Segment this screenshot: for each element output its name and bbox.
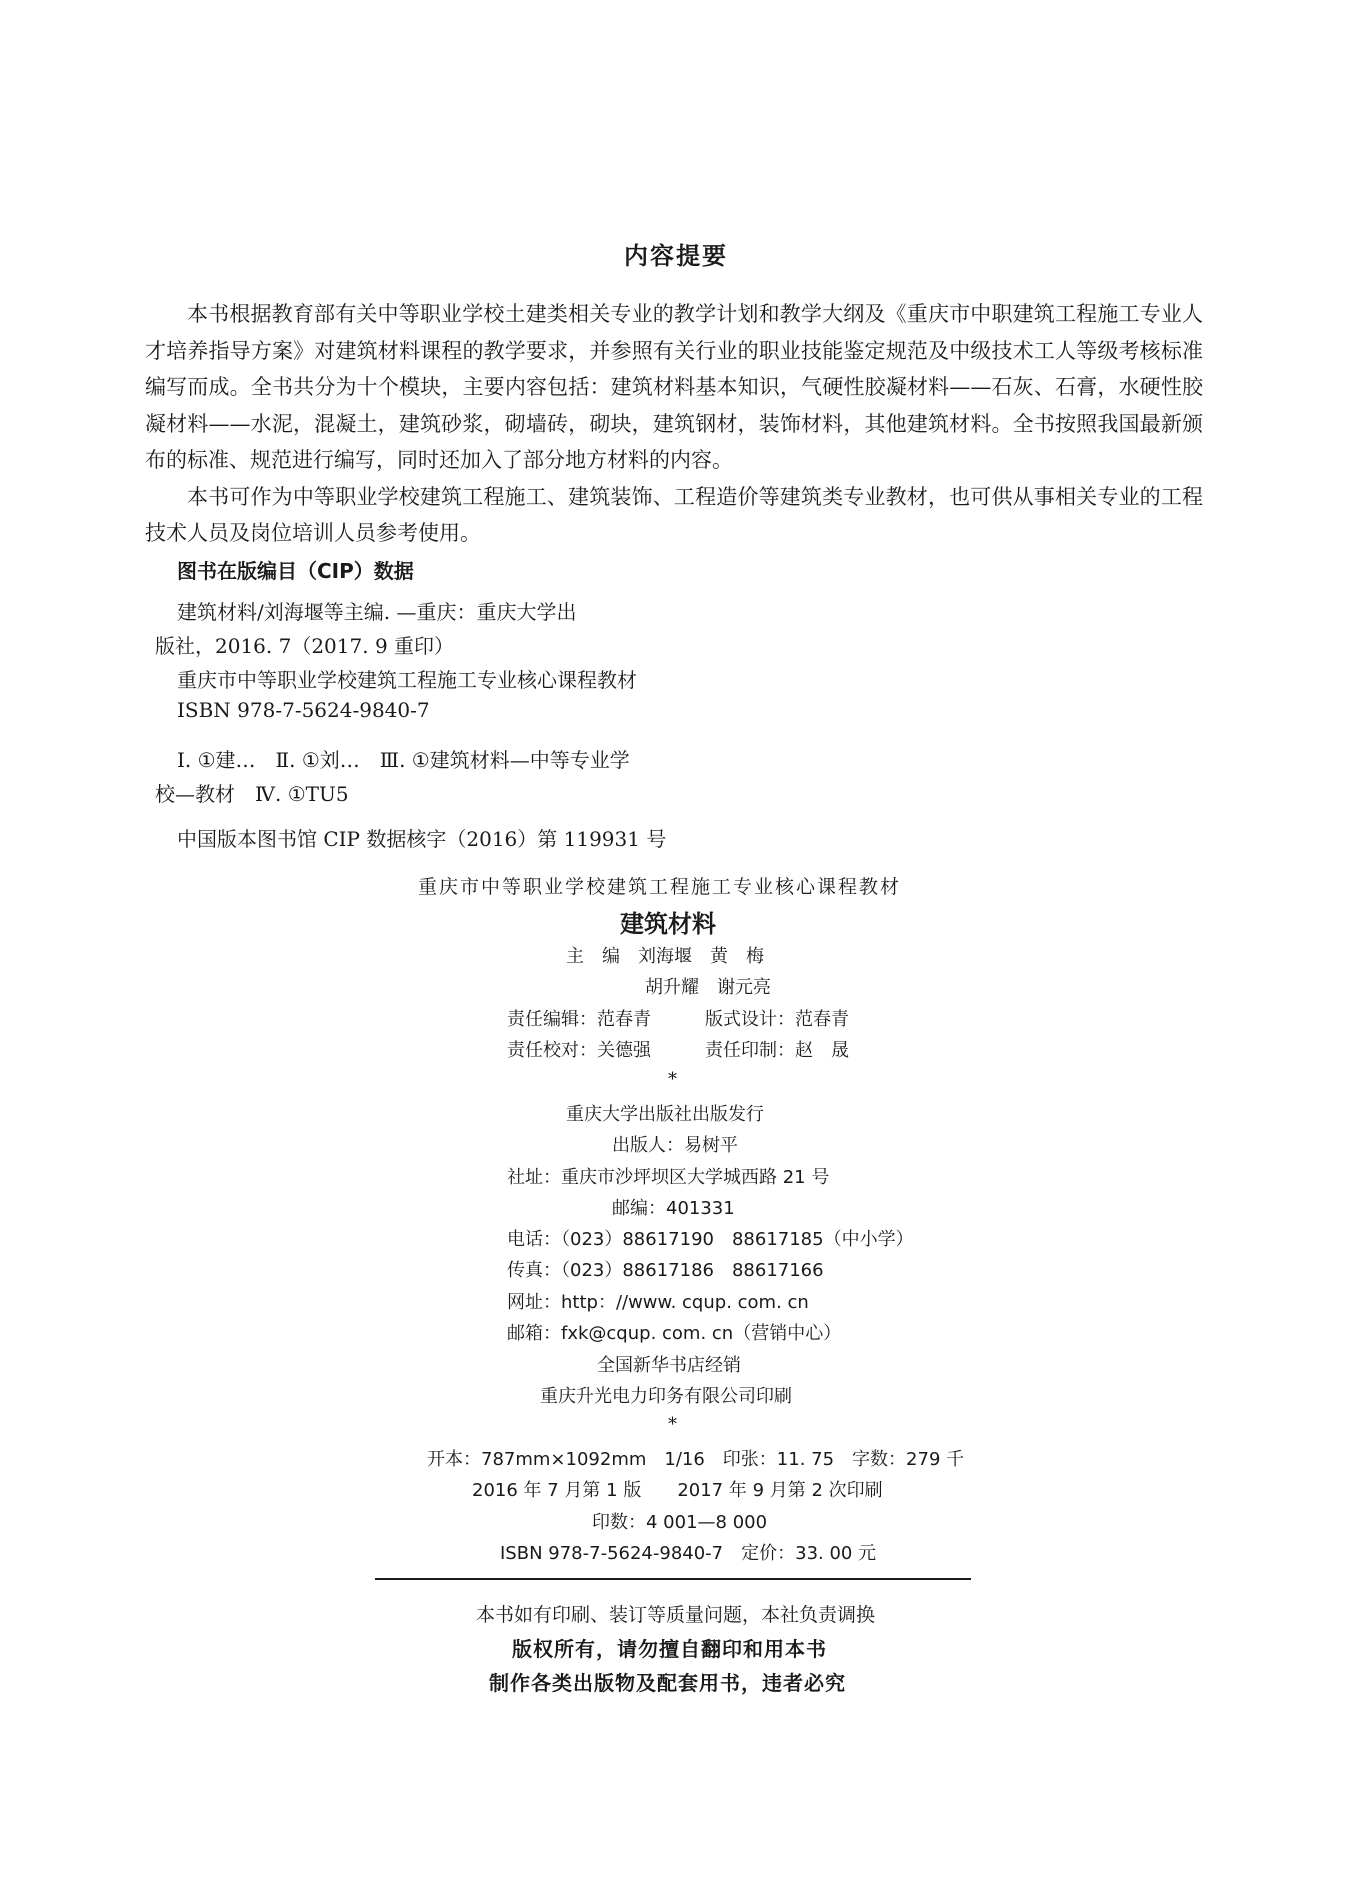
separator-star-1: *	[668, 1069, 677, 1090]
copyright-warning: 制作各类出版物及配套用书，违者必究	[489, 1671, 846, 1695]
edition-info: 2016 年 7 月第 1 版 2017 年 9 月第 2 次印刷	[472, 1480, 883, 1501]
cip-line-7: 中国版本图书馆 CIP 数据核字（2016）第 119931 号	[177, 827, 667, 851]
cip-line-3: 重庆市中等职业学校建筑工程施工专业核心课程教材	[177, 668, 637, 692]
editors-line-1: 主 编 刘海堰 黄 梅	[566, 946, 764, 967]
separator-star-2: *	[668, 1414, 677, 1435]
email: 邮箱：fxk@cqup. com. cn（营销中心）	[507, 1323, 842, 1344]
fax-numbers: 传真：（023）88617186 88617166	[507, 1260, 824, 1281]
series-name: 重庆市中等职业学校建筑工程施工专业核心课程教材	[418, 876, 902, 898]
postcode: 邮编：401331	[612, 1198, 735, 1219]
publisher-name: 重庆大学出版社出版发行	[566, 1104, 764, 1125]
cip-line-2: 版社，2016. 7（2017. 9 重印）	[155, 634, 455, 658]
staff-line-2: 责任校对：关德强 责任印制：赵 晟	[507, 1040, 849, 1061]
editors-line-2: 胡升耀 谢元亮	[645, 977, 771, 998]
summary-body	[145, 296, 1203, 552]
staff-line-1: 责任编辑：范春青 版式设计：范春青	[507, 1009, 849, 1030]
distributor: 全国新华书店经销	[597, 1355, 741, 1376]
quality-notice: 本书如有印刷、装订等质量问题，本社负责调换	[476, 1604, 876, 1626]
summary-heading: 内容提要	[624, 242, 728, 270]
website: 网址：http：//www. cqup. com. cn	[507, 1292, 809, 1313]
cip-title: 图书在版编目（CIP）数据	[177, 559, 414, 583]
cip-line-4: ISBN 978-7-5624-9840-7	[177, 698, 430, 722]
print-run: 印数：4 001—8 000	[592, 1512, 768, 1533]
copyright-notice: 版权所有，请勿擅自翻印和用本书	[512, 1637, 827, 1661]
cip-line-6: 校—教材 Ⅳ. ①TU5	[155, 782, 349, 806]
cip-line-5: Ⅰ. ①建… Ⅱ. ①刘… Ⅲ. ①建筑材料—中等专业学	[177, 748, 630, 772]
book-title: 建筑材料	[620, 910, 716, 938]
publisher-address: 社址：重庆市沙坪坝区大学城西路 21 号	[507, 1167, 830, 1188]
summary-paragraph-2: 本书可作为中等职业学校建筑工程施工、建筑装饰、工程造价等建筑类专业教材，也可供从事相关专业的工程技术人员及岗位培训人员参考使用。	[145, 484, 1203, 545]
divider-line	[375, 1578, 971, 1580]
isbn-price: ISBN 978-7-5624-9840-7 定价：33. 00 元	[500, 1543, 877, 1564]
summary-paragraph-1: 本书根据教育部有关中等职业学校土建类相关专业的教学计划和教学大纲及《重庆市中职建筑工程施工专业人才培养指导方案》对建筑材料课程的教学要求，并参照有关行业的职业技能鉴定规范及中级技术工人等级考核标准编写而成。全书共分为十个模块，主要内容包括：建筑材料基本知识，气硬性胶凝材料——石灰、石膏，水硬性胶凝材料——水泥，混凝土，建筑砂浆，砌墙砖，砌块，建筑钢材，装饰材料，其他建筑材料。全书按照我国最新颁布的标准、规范进行编写，同时还加入了部分地方材料的内容。	[145, 302, 1203, 472]
publisher-person: 出版人：易树平	[612, 1135, 738, 1156]
phone-numbers: 电话：（023）88617190 88617185（中小学）	[507, 1229, 914, 1250]
book-specs: 开本：787mm×1092mm 1/16 印张：11. 75 字数：279 千	[427, 1449, 965, 1470]
cip-line-1: 建筑材料/刘海堰等主编. —重庆：重庆大学出	[177, 600, 577, 624]
printer: 重庆升光电力印务有限公司印刷	[540, 1386, 792, 1407]
